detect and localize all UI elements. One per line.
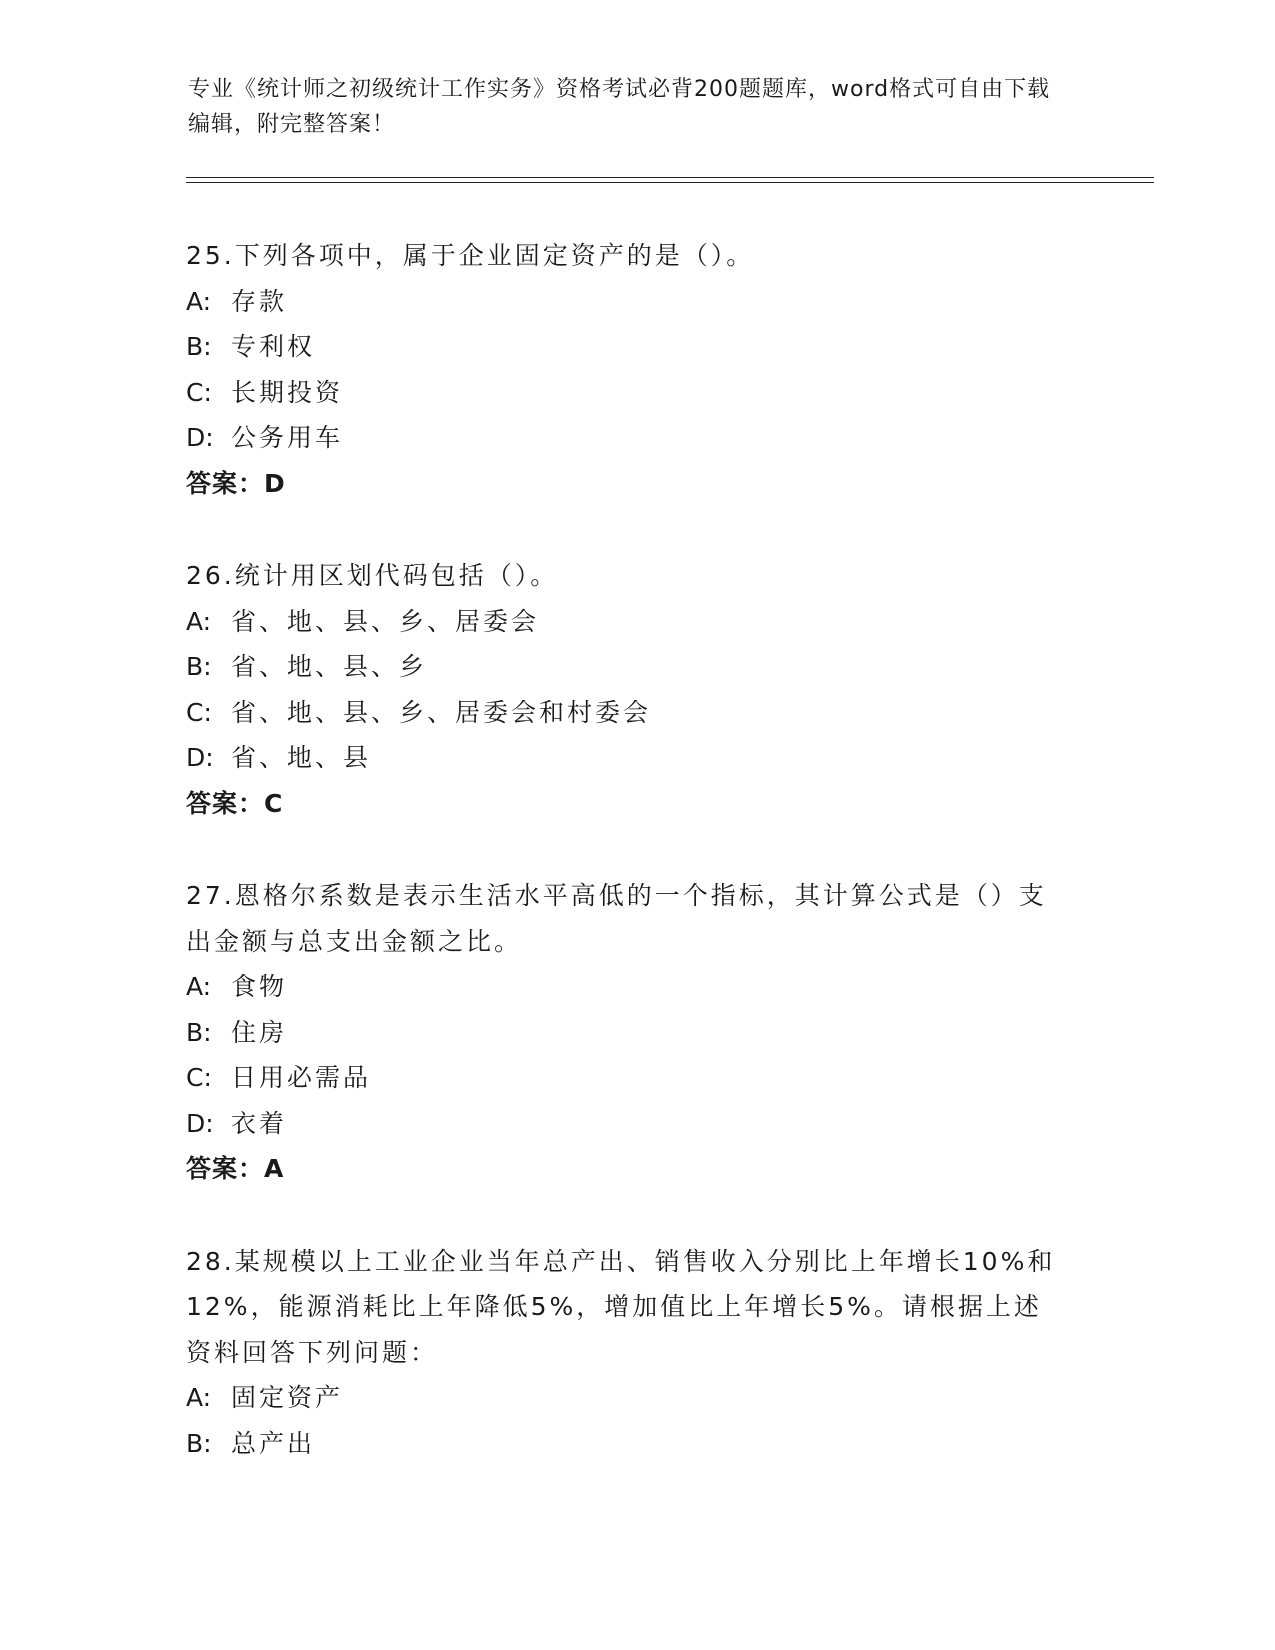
option-text: 省、地、县、乡 (231, 652, 428, 681)
header-divider-top (186, 177, 1154, 178)
option-c (186, 370, 1086, 416)
question-list (186, 233, 1086, 1513)
option-a (186, 1375, 1086, 1421)
option-key: C: (186, 377, 212, 407)
option-text: 食物 (231, 972, 288, 1001)
option-b (186, 644, 1086, 690)
option-text: 存款 (231, 286, 288, 316)
option-text: 日用必需品 (231, 1063, 372, 1092)
option-key: A: (186, 1383, 212, 1412)
question-28 (186, 1239, 1086, 1467)
option-d (186, 1101, 1086, 1147)
option-text: 专利权 (231, 332, 316, 361)
option-text: 省、地、县 (231, 743, 372, 772)
option-a (186, 279, 1086, 325)
option-key: D: (186, 743, 214, 772)
option-text: 总产出 (231, 1428, 316, 1458)
option-key: B: (186, 1428, 212, 1458)
option-key: B: (186, 1017, 212, 1047)
answer-line: 答案：C (186, 788, 284, 818)
option-b (186, 324, 1086, 370)
question-stem: 28.某规模以上工业企业当年总产出、销售收入分别比上年增长10%和12%，能源消耗比上年降低5%，增加值比上年增长5%。请根据上述资料回答下列问题： (186, 1246, 1056, 1367)
question-stem: 26.统计用区划代码包括（）。 (186, 561, 559, 590)
option-text: 公务用车 (231, 423, 344, 452)
option-key: B: (186, 332, 212, 361)
option-key: A: (186, 286, 212, 316)
option-b (186, 1421, 1086, 1467)
option-d (186, 415, 1086, 461)
document-header: 专业《统计师之初级统计工作实务》资格考试必背200题题库，word格式可自由下载编辑，附完整答案！ (188, 77, 1051, 137)
option-key: B: (186, 652, 212, 681)
option-text: 省、地、县、乡、居委会 (231, 606, 540, 636)
option-c (186, 690, 1086, 736)
option-a (186, 599, 1086, 645)
option-key: D: (186, 423, 214, 452)
option-text: 衣着 (231, 1108, 288, 1138)
option-text: 长期投资 (231, 377, 344, 407)
option-b (186, 1010, 1086, 1056)
option-text: 固定资产 (231, 1383, 344, 1412)
question-stem: 25.下列各项中，属于企业固定资产的是（）。 (186, 241, 755, 270)
question-27 (186, 873, 1086, 1192)
option-key: C: (186, 697, 212, 727)
option-text: 省、地、县、乡、居委会和村委会 (231, 697, 652, 727)
answer-line: 答案：D (186, 468, 286, 498)
option-text: 住房 (231, 1017, 288, 1047)
option-key: A: (186, 606, 212, 636)
answer-line: 答案：A (186, 1154, 285, 1183)
option-key: D: (186, 1108, 214, 1138)
question-stem: 27.恩格尔系数是表示生活水平高低的一个指标，其计算公式是（）支出金额与总支出金额之比。 (186, 881, 1047, 956)
option-c (186, 1055, 1086, 1101)
option-key: A: (186, 972, 212, 1001)
question-26 (186, 553, 1086, 826)
question-25 (186, 233, 1086, 506)
option-key: C: (186, 1063, 212, 1092)
header-divider-bottom (186, 182, 1154, 183)
option-a (186, 964, 1086, 1010)
option-d (186, 735, 1086, 781)
